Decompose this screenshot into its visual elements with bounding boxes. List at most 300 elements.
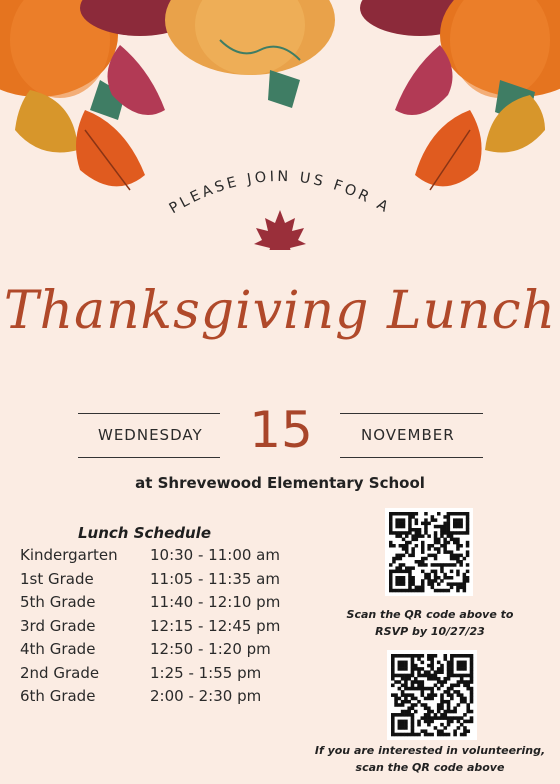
qr-module	[398, 674, 402, 678]
qr-module	[430, 661, 434, 665]
qr-module	[415, 544, 419, 548]
qr-module	[434, 541, 438, 545]
qr-module	[424, 573, 428, 577]
qr-module	[405, 547, 409, 551]
qr-module	[456, 557, 460, 561]
qr-module	[466, 720, 470, 724]
qr-module	[394, 697, 398, 701]
qr-module	[443, 713, 447, 717]
qr-module	[470, 654, 474, 658]
grade-label: Kindergarten	[20, 546, 118, 564]
qr-module	[450, 697, 454, 701]
qr-module	[404, 710, 408, 714]
qr-module	[407, 687, 411, 691]
qr-module	[457, 703, 461, 707]
qr-module	[443, 710, 447, 714]
qr-module	[463, 697, 467, 701]
qr-module	[421, 560, 425, 564]
qr-code-icon	[385, 508, 473, 596]
qr-module	[421, 586, 425, 590]
qr-module	[459, 525, 463, 529]
qr-module	[466, 525, 470, 529]
qr-module	[470, 680, 474, 684]
qr-module	[401, 700, 405, 704]
qr-module	[391, 726, 395, 730]
qr-module	[466, 515, 470, 519]
qr-module	[408, 518, 412, 522]
qr-module	[404, 700, 408, 704]
qr-module	[391, 664, 395, 668]
qr-module	[430, 693, 434, 697]
qr-module	[402, 544, 406, 548]
rsvp-line-2: RSVP by 10/27/23	[375, 625, 485, 638]
qr-module	[407, 654, 411, 658]
qr-module	[408, 531, 412, 535]
qr-module	[434, 573, 438, 577]
qr-module	[427, 674, 431, 678]
qr-module	[408, 541, 412, 545]
qr-module	[411, 534, 415, 538]
rsvp-qr-code[interactable]	[385, 508, 473, 596]
qr-module	[404, 677, 408, 681]
qr-module	[434, 576, 438, 580]
qr-module	[443, 531, 447, 535]
rsvp-note	[320, 606, 540, 640]
divider	[78, 457, 220, 458]
qr-module	[424, 720, 428, 724]
qr-module	[450, 538, 454, 542]
qr-module	[404, 661, 408, 665]
qr-module	[434, 563, 438, 567]
qr-module	[440, 680, 444, 684]
qr-module	[457, 720, 461, 724]
qr-module	[408, 512, 412, 516]
qr-module	[395, 576, 399, 580]
qr-module	[417, 687, 421, 691]
qr-module	[447, 667, 451, 671]
qr-module	[415, 531, 419, 535]
volunteer-line-2: scan the QR code above	[355, 761, 505, 774]
qr-module	[402, 512, 406, 516]
qr-module	[415, 518, 419, 522]
qr-module	[453, 706, 457, 710]
qr-module	[466, 541, 470, 545]
qr-module	[398, 664, 402, 668]
qr-module	[404, 726, 408, 730]
qr-module	[460, 664, 464, 668]
qr-module	[447, 531, 451, 535]
qr-module	[450, 550, 454, 554]
qr-module	[398, 703, 402, 707]
grade-label: 2nd Grade	[20, 663, 100, 682]
qr-module	[415, 560, 419, 564]
qr-module	[399, 576, 403, 580]
qr-module	[411, 723, 415, 727]
qr-module	[447, 525, 451, 529]
qr-module	[392, 531, 396, 535]
qr-module	[404, 723, 408, 727]
qr-module	[408, 576, 412, 580]
qr-module	[447, 522, 451, 526]
qr-module	[453, 690, 457, 694]
qr-module	[427, 554, 431, 558]
qr-module	[401, 654, 405, 658]
qr-module	[431, 554, 435, 558]
qr-module	[424, 733, 428, 737]
qr-module	[463, 512, 467, 516]
qr-module	[399, 563, 403, 567]
qr-module	[408, 566, 412, 570]
qr-module	[450, 716, 454, 720]
qr-module	[408, 554, 412, 558]
qr-module	[401, 677, 405, 681]
qr-module	[463, 680, 467, 684]
qr-module	[421, 680, 425, 684]
qr-module	[421, 690, 425, 694]
qr-module	[427, 573, 431, 577]
qr-module	[399, 570, 403, 574]
qr-module	[427, 664, 431, 668]
qr-module	[391, 723, 395, 727]
qr-module	[466, 579, 470, 583]
qr-module	[391, 657, 395, 661]
qr-module	[411, 713, 415, 717]
qr-module	[411, 579, 415, 583]
qr-module	[440, 697, 444, 701]
qr-module	[417, 700, 421, 704]
qr-module	[394, 733, 398, 737]
qr-module	[424, 528, 428, 532]
qr-module	[402, 522, 406, 526]
qr-module	[466, 518, 470, 522]
qr-module	[398, 723, 402, 727]
qr-module	[463, 729, 467, 733]
qr-module	[453, 522, 457, 526]
qr-module	[470, 690, 474, 694]
qr-module	[466, 531, 470, 535]
qr-module	[398, 697, 402, 701]
qr-module	[401, 726, 405, 730]
qr-module	[443, 690, 447, 694]
qr-module	[427, 522, 431, 526]
qr-module	[470, 657, 474, 661]
qr-module	[437, 670, 441, 674]
volunteer-line-1: If you are interested in volunteering,	[314, 744, 546, 757]
qr-module	[405, 589, 409, 593]
qr-module	[421, 547, 425, 551]
maple-leaf-icon	[254, 210, 306, 250]
qr-module	[389, 563, 393, 567]
qr-module	[437, 706, 441, 710]
qr-module	[395, 554, 399, 558]
qr-module	[453, 684, 457, 688]
qr-module	[447, 703, 451, 707]
qr-module	[398, 713, 402, 717]
qr-module	[401, 684, 405, 688]
qr-module	[456, 589, 460, 593]
qr-module	[447, 576, 451, 580]
qr-module	[389, 579, 393, 583]
qr-module	[447, 541, 451, 545]
qr-module	[408, 586, 412, 590]
qr-module	[424, 512, 428, 516]
qr-module	[440, 700, 444, 704]
qr-module	[394, 654, 398, 658]
qr-module	[391, 729, 395, 733]
qr-module	[424, 557, 428, 561]
qr-module	[450, 654, 454, 658]
qr-module	[421, 579, 425, 583]
qr-module	[459, 560, 463, 564]
qr-module	[447, 677, 451, 681]
qr-module	[402, 547, 406, 551]
qr-module	[450, 512, 454, 516]
qr-module	[437, 541, 441, 545]
qr-module	[434, 726, 438, 730]
qr-module	[411, 528, 415, 532]
qr-module	[411, 687, 415, 691]
qr-module	[407, 706, 411, 710]
qr-module	[466, 687, 470, 691]
qr-module	[430, 667, 434, 671]
qr-module	[401, 703, 405, 707]
qr-module	[417, 674, 421, 678]
qr-module	[427, 576, 431, 580]
qr-module	[460, 723, 464, 727]
qr-module	[411, 729, 415, 733]
qr-module	[417, 733, 421, 737]
qr-module	[402, 538, 406, 542]
qr-module	[470, 700, 474, 704]
qr-module	[434, 554, 438, 558]
qr-module	[466, 544, 470, 548]
qr-module	[453, 674, 457, 678]
qr-module	[391, 733, 395, 737]
qr-module	[456, 512, 460, 516]
qr-module	[411, 697, 415, 701]
qr-module	[443, 733, 447, 737]
qr-module	[408, 515, 412, 519]
qr-module	[402, 570, 406, 574]
qr-module	[404, 667, 408, 671]
qr-module	[453, 716, 457, 720]
qr-module	[450, 586, 454, 590]
qr-module	[418, 531, 422, 535]
qr-code-icon	[387, 650, 477, 740]
qr-module	[447, 720, 451, 724]
qr-module	[447, 710, 451, 714]
qr-module	[405, 534, 409, 538]
qr-module	[391, 720, 395, 724]
qr-module	[408, 522, 412, 526]
qr-module	[431, 544, 435, 548]
qr-module	[440, 579, 444, 583]
qr-module	[411, 589, 415, 593]
qr-module	[463, 674, 467, 678]
qr-module	[411, 576, 415, 580]
qr-module	[389, 544, 393, 548]
qr-module	[450, 657, 454, 661]
qr-module	[437, 589, 441, 593]
qr-module	[415, 538, 419, 542]
qr-module	[401, 674, 405, 678]
qr-module	[427, 677, 431, 681]
qr-module	[450, 576, 454, 580]
qr-module	[470, 667, 474, 671]
qr-module	[404, 684, 408, 688]
qr-module	[405, 544, 409, 548]
qr-module	[430, 690, 434, 694]
qr-module	[466, 512, 470, 516]
qr-module	[453, 563, 457, 567]
qr-module	[453, 512, 457, 516]
qr-module	[457, 716, 461, 720]
qr-module	[411, 554, 415, 558]
qr-module	[470, 674, 474, 678]
volunteer-qr-code[interactable]	[387, 650, 477, 740]
qr-module	[404, 693, 408, 697]
schedule-row	[20, 546, 320, 570]
qr-module	[463, 531, 467, 535]
qr-module	[404, 720, 408, 724]
qr-module	[437, 680, 441, 684]
qr-module	[427, 544, 431, 548]
qr-module	[427, 670, 431, 674]
qr-module	[404, 687, 408, 691]
qr-module	[434, 693, 438, 697]
qr-module	[460, 677, 464, 681]
qr-module	[431, 515, 435, 519]
qr-module	[440, 729, 444, 733]
qr-module	[421, 582, 425, 586]
qr-module	[456, 531, 460, 535]
qr-module	[411, 661, 415, 665]
qr-module	[443, 541, 447, 545]
divider	[78, 413, 220, 414]
qr-module	[389, 522, 393, 526]
qr-module	[443, 522, 447, 526]
qr-module	[427, 713, 431, 717]
qr-module	[415, 589, 419, 593]
qr-module	[407, 733, 411, 737]
qr-module	[434, 547, 438, 551]
qr-module	[430, 657, 434, 661]
qr-module	[437, 733, 441, 737]
qr-module	[389, 512, 393, 516]
qr-module	[431, 579, 435, 583]
qr-module	[457, 664, 461, 668]
qr-module	[437, 538, 441, 542]
lunch-time: 10:30 - 11:00 am	[150, 546, 280, 564]
qr-module	[421, 674, 425, 678]
qr-module	[463, 664, 467, 668]
qr-module	[417, 684, 421, 688]
qr-module	[453, 557, 457, 561]
qr-module	[394, 713, 398, 717]
qr-module	[466, 550, 470, 554]
center-pumpkin-icon	[165, 0, 335, 108]
qr-module	[463, 661, 467, 665]
qr-module	[427, 710, 431, 714]
qr-module	[466, 563, 470, 567]
qr-module	[443, 654, 447, 658]
qr-module	[447, 693, 451, 697]
qr-module	[450, 687, 454, 691]
qr-module	[405, 570, 409, 574]
qr-module	[431, 563, 435, 567]
qr-module	[391, 713, 395, 717]
qr-module	[463, 557, 467, 561]
qr-module	[398, 720, 402, 724]
qr-module	[405, 541, 409, 545]
qr-module	[440, 531, 444, 535]
qr-module	[470, 670, 474, 674]
qr-module	[459, 518, 463, 522]
qr-module	[447, 674, 451, 678]
qr-module	[411, 703, 415, 707]
qr-module	[443, 680, 447, 684]
qr-module	[395, 570, 399, 574]
qr-module	[421, 522, 425, 526]
qr-module	[411, 706, 415, 710]
qr-module	[443, 657, 447, 661]
qr-module	[417, 657, 421, 661]
qr-module	[447, 664, 451, 668]
qr-module	[399, 554, 403, 558]
rsvp-line-1: Scan the QR code above to	[346, 608, 514, 621]
qr-module	[450, 684, 454, 688]
qr-module	[466, 684, 470, 688]
qr-module	[402, 589, 406, 593]
qr-module	[414, 664, 418, 668]
qr-module	[395, 518, 399, 522]
qr-module	[470, 687, 474, 691]
lunch-time: 11:40 - 12:10 pm	[150, 593, 281, 611]
qr-module	[407, 713, 411, 717]
qr-module	[415, 522, 419, 526]
qr-module	[434, 589, 438, 593]
qr-module	[421, 693, 425, 697]
qr-module	[391, 670, 395, 674]
qr-module	[450, 531, 454, 535]
qr-module	[427, 687, 431, 691]
qr-module	[443, 544, 447, 548]
schedule-row	[20, 593, 320, 617]
qr-module	[437, 667, 441, 671]
qr-module	[411, 684, 415, 688]
qr-module	[463, 733, 467, 737]
qr-module	[404, 733, 408, 737]
qr-module	[395, 522, 399, 526]
qr-module	[443, 589, 447, 593]
qr-module	[466, 570, 470, 574]
qr-module	[447, 700, 451, 704]
intro-text	[167, 169, 394, 217]
qr-module	[463, 713, 467, 717]
qr-module	[395, 579, 399, 583]
qr-module	[456, 554, 460, 558]
qr-module	[411, 515, 415, 519]
qr-module	[407, 674, 411, 678]
lunch-time: 1:25 - 1:55 pm	[150, 663, 262, 682]
qr-module	[431, 586, 435, 590]
qr-module	[411, 720, 415, 724]
lunch-time: 12:50 - 1:20 pm	[150, 640, 271, 658]
qr-module	[459, 544, 463, 548]
qr-module	[437, 547, 441, 551]
qr-module	[470, 710, 474, 714]
qr-module	[459, 554, 463, 558]
